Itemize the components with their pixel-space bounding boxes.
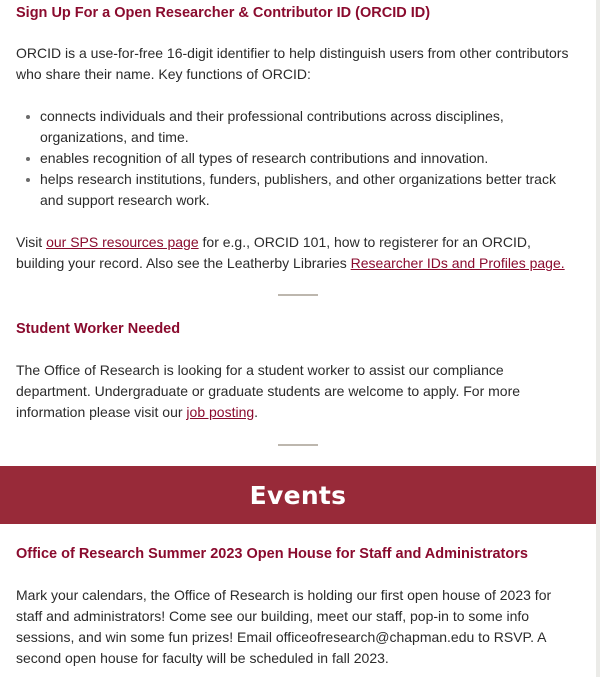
bullet-icon bbox=[26, 115, 30, 119]
orcid-title: Sign Up For a Open Researcher & Contributor ID (ORCID ID) bbox=[16, 5, 431, 21]
events-heading: Events bbox=[249, 480, 347, 510]
open-house-body: Mark your calendars, the Office of Research is holding our first open house of 2023 for staff and administrators! Come see our building, meet our staff, pop-in to some info sessions, and win some fun prizes! Email officeofresearch@chapman.edu to RSVP. A second open house for faculty will be scheduled in fall 2023. bbox=[16, 587, 552, 666]
list-item: enables recognition of all types of research contributions and innovation. bbox=[40, 148, 580, 169]
researcher-ids-link[interactable]: Researcher IDs and Profiles page. bbox=[350, 255, 565, 271]
scrollbar-track[interactable] bbox=[596, 0, 600, 677]
list-item: helps research institutions, funders, publishers, and other organizations better track and support research work. bbox=[40, 169, 580, 211]
student-worker-title: Student Worker Needed bbox=[16, 321, 181, 337]
job-posting-link[interactable]: job posting bbox=[186, 404, 255, 420]
orcid-resources-text: Visit our SPS resources page for e.g., ORCID 101, how to registerer for an ORCID, building your record. Also see the Leatherby Libraries Researcher IDs and Profiles page. bbox=[16, 234, 565, 271]
orcid-intro: ORCID is a use-for-free 16-digit identifier to help distinguish users from other contributors who share their name. Key functions of ORCID: bbox=[16, 45, 569, 82]
events-banner bbox=[0, 466, 596, 524]
orcid-section bbox=[0, 0, 596, 274]
open-house-title: Office of Research Summer 2023 Open House for Staff and Administrators bbox=[16, 546, 528, 562]
bullet-icon bbox=[26, 178, 30, 182]
open-house-section bbox=[0, 544, 596, 669]
bullet-icon bbox=[26, 157, 30, 161]
orcid-functions-list bbox=[16, 106, 580, 211]
list-item: connects individuals and their professional contributions across disciplines, organizations, and time. bbox=[40, 106, 580, 148]
student-worker-body: The Office of Research is looking for a student worker to assist our compliance department. Undergraduate or graduate students are welcome to apply. For more information please visit our job posting. bbox=[16, 362, 521, 420]
section-divider bbox=[278, 294, 318, 296]
sps-resources-link[interactable]: our SPS resources page bbox=[46, 234, 199, 250]
section-divider bbox=[278, 444, 318, 446]
student-worker-section bbox=[0, 319, 596, 423]
